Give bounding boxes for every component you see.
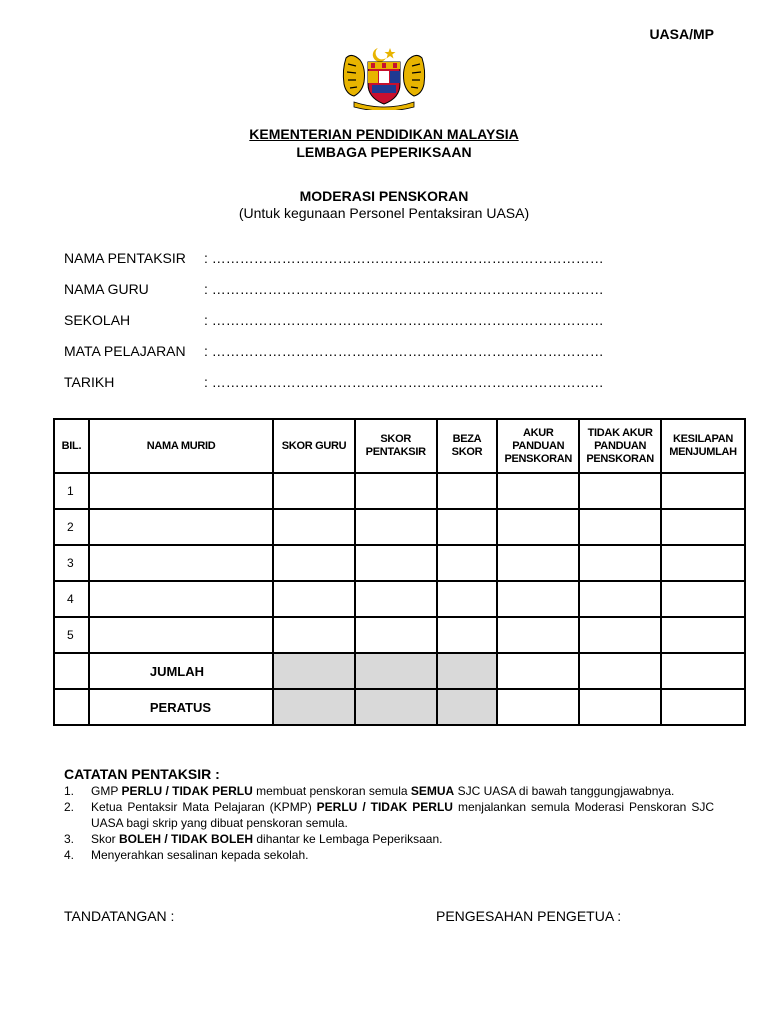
field-value: : ………………………………………………………………………… — [204, 312, 604, 328]
cell[interactable] — [437, 473, 498, 509]
document-code: UASA/MP — [649, 26, 714, 42]
field-sekolah — [64, 312, 664, 332]
cell[interactable] — [661, 581, 745, 617]
table-header-row — [54, 419, 745, 473]
principal-verification-label: PENGESAHAN PENGETUA : — [436, 908, 622, 924]
list-item — [64, 783, 714, 799]
total-row — [54, 653, 745, 689]
item-text: Menyerahkan sesalinan kepada sekolah. — [91, 848, 309, 862]
table-row — [54, 617, 745, 653]
cell — [54, 653, 89, 689]
field-nama-guru — [64, 281, 664, 301]
cell[interactable] — [273, 545, 355, 581]
cell[interactable] — [579, 509, 661, 545]
row-number: 1 — [54, 473, 89, 509]
column-header: AKUR PANDUAN PENSKORAN — [497, 419, 579, 473]
shaded-cell — [437, 653, 498, 689]
table-row — [54, 545, 745, 581]
form-title: MODERASI PENSKORAN — [299, 188, 469, 204]
cell[interactable] — [497, 509, 579, 545]
malaysia-coat-of-arms-icon — [338, 44, 430, 110]
item-number: 1. — [64, 784, 75, 798]
list-item — [64, 847, 714, 863]
board-title: LEMBAGA PEPERIKSAAN — [296, 144, 472, 160]
cell[interactable] — [355, 581, 437, 617]
column-header: BIL. — [54, 419, 89, 473]
field-tarikh — [64, 374, 664, 394]
item-number: 3. — [64, 832, 75, 846]
column-header: NAMA MURID — [89, 419, 273, 473]
column-header: SKOR PENTAKSIR — [355, 419, 437, 473]
ministry-title: KEMENTERIAN PENDIDIKAN MALAYSIA — [249, 126, 519, 142]
field-value: : ………………………………………………………………………… — [204, 250, 604, 266]
table-row — [54, 509, 745, 545]
table-row — [54, 581, 745, 617]
cell[interactable] — [497, 617, 579, 653]
cell[interactable] — [579, 581, 661, 617]
column-header: BEZA SKOR — [437, 419, 498, 473]
field-label: TARIKH — [64, 374, 115, 390]
percent-row — [54, 689, 745, 725]
cell[interactable] — [661, 509, 745, 545]
column-header: KESILAPAN MENJUMLAH — [661, 419, 745, 473]
field-label: MATA PELAJARAN — [64, 343, 186, 359]
cell[interactable] — [273, 509, 355, 545]
cell[interactable] — [437, 617, 498, 653]
cell[interactable] — [437, 545, 498, 581]
cell[interactable] — [579, 653, 661, 689]
cell[interactable] — [497, 581, 579, 617]
shaded-cell — [273, 689, 355, 725]
field-value: : ………………………………………………………………………… — [204, 281, 604, 297]
signature-label: TANDATANGAN : — [64, 908, 175, 924]
cell[interactable] — [579, 617, 661, 653]
cell[interactable] — [89, 509, 273, 545]
cell — [54, 689, 89, 725]
cell[interactable] — [89, 473, 273, 509]
item-text: Ketua Pentaksir Mata Pelajaran (KPMP) PERLU / TIDAK PERLU menjalankan semula Moderasi Penskoran SJC UASA bagi skrip yang dibuat penskoran semula. — [91, 800, 714, 830]
item-text: GMP PERLU / TIDAK PERLU membuat penskoran semula SEMUA SJC UASA di bawah tanggungjawabnya. — [91, 784, 675, 798]
moderation-table — [53, 418, 746, 726]
cell[interactable] — [661, 473, 745, 509]
shaded-cell — [273, 653, 355, 689]
cell[interactable] — [273, 617, 355, 653]
field-mata-pelajaran — [64, 343, 664, 363]
field-label: NAMA PENTAKSIR — [64, 250, 186, 266]
total-label: JUMLAH — [89, 653, 273, 689]
cell[interactable] — [89, 581, 273, 617]
field-label: SEKOLAH — [64, 312, 131, 328]
cell[interactable] — [355, 617, 437, 653]
row-number: 4 — [54, 581, 89, 617]
list-item — [64, 799, 714, 831]
cell[interactable] — [661, 689, 745, 725]
catatan-list — [64, 783, 714, 863]
cell[interactable] — [89, 617, 273, 653]
cell[interactable] — [89, 545, 273, 581]
cell[interactable] — [437, 509, 498, 545]
cell[interactable] — [497, 689, 579, 725]
cell[interactable] — [355, 509, 437, 545]
cell[interactable] — [661, 653, 745, 689]
percent-label: PERATUS — [89, 689, 273, 725]
cell[interactable] — [273, 473, 355, 509]
cell[interactable] — [355, 473, 437, 509]
row-number: 3 — [54, 545, 89, 581]
field-value: : ………………………………………………………………………… — [204, 374, 604, 390]
cell[interactable] — [579, 473, 661, 509]
cell[interactable] — [661, 617, 745, 653]
field-value: : ………………………………………………………………………… — [204, 343, 604, 359]
cell[interactable] — [273, 581, 355, 617]
row-number: 2 — [54, 509, 89, 545]
item-text: Skor BOLEH / TIDAK BOLEH dihantar ke Lembaga Peperiksaan. — [91, 832, 443, 846]
cell[interactable] — [497, 545, 579, 581]
shaded-cell — [437, 689, 498, 725]
cell[interactable] — [437, 581, 498, 617]
shaded-cell — [355, 653, 437, 689]
row-number: 5 — [54, 617, 89, 653]
list-item — [64, 831, 714, 847]
cell[interactable] — [661, 545, 745, 581]
form-subtitle: (Untuk kegunaan Personel Pentaksiran UASA) — [238, 205, 530, 221]
cell[interactable] — [355, 545, 437, 581]
field-nama-pentaksir — [64, 250, 664, 270]
column-header: TIDAK AKUR PANDUAN PENSKORAN — [579, 419, 661, 473]
cell[interactable] — [497, 473, 579, 509]
catatan-title: CATATAN PENTAKSIR : — [64, 766, 220, 782]
table-row — [54, 473, 745, 509]
column-header: SKOR GURU — [273, 419, 355, 473]
item-number: 2. — [64, 800, 75, 814]
cell[interactable] — [497, 653, 579, 689]
cell[interactable] — [579, 545, 661, 581]
shaded-cell — [355, 689, 437, 725]
cell[interactable] — [579, 689, 661, 725]
field-label: NAMA GURU — [64, 281, 149, 297]
item-number: 4. — [64, 848, 75, 862]
